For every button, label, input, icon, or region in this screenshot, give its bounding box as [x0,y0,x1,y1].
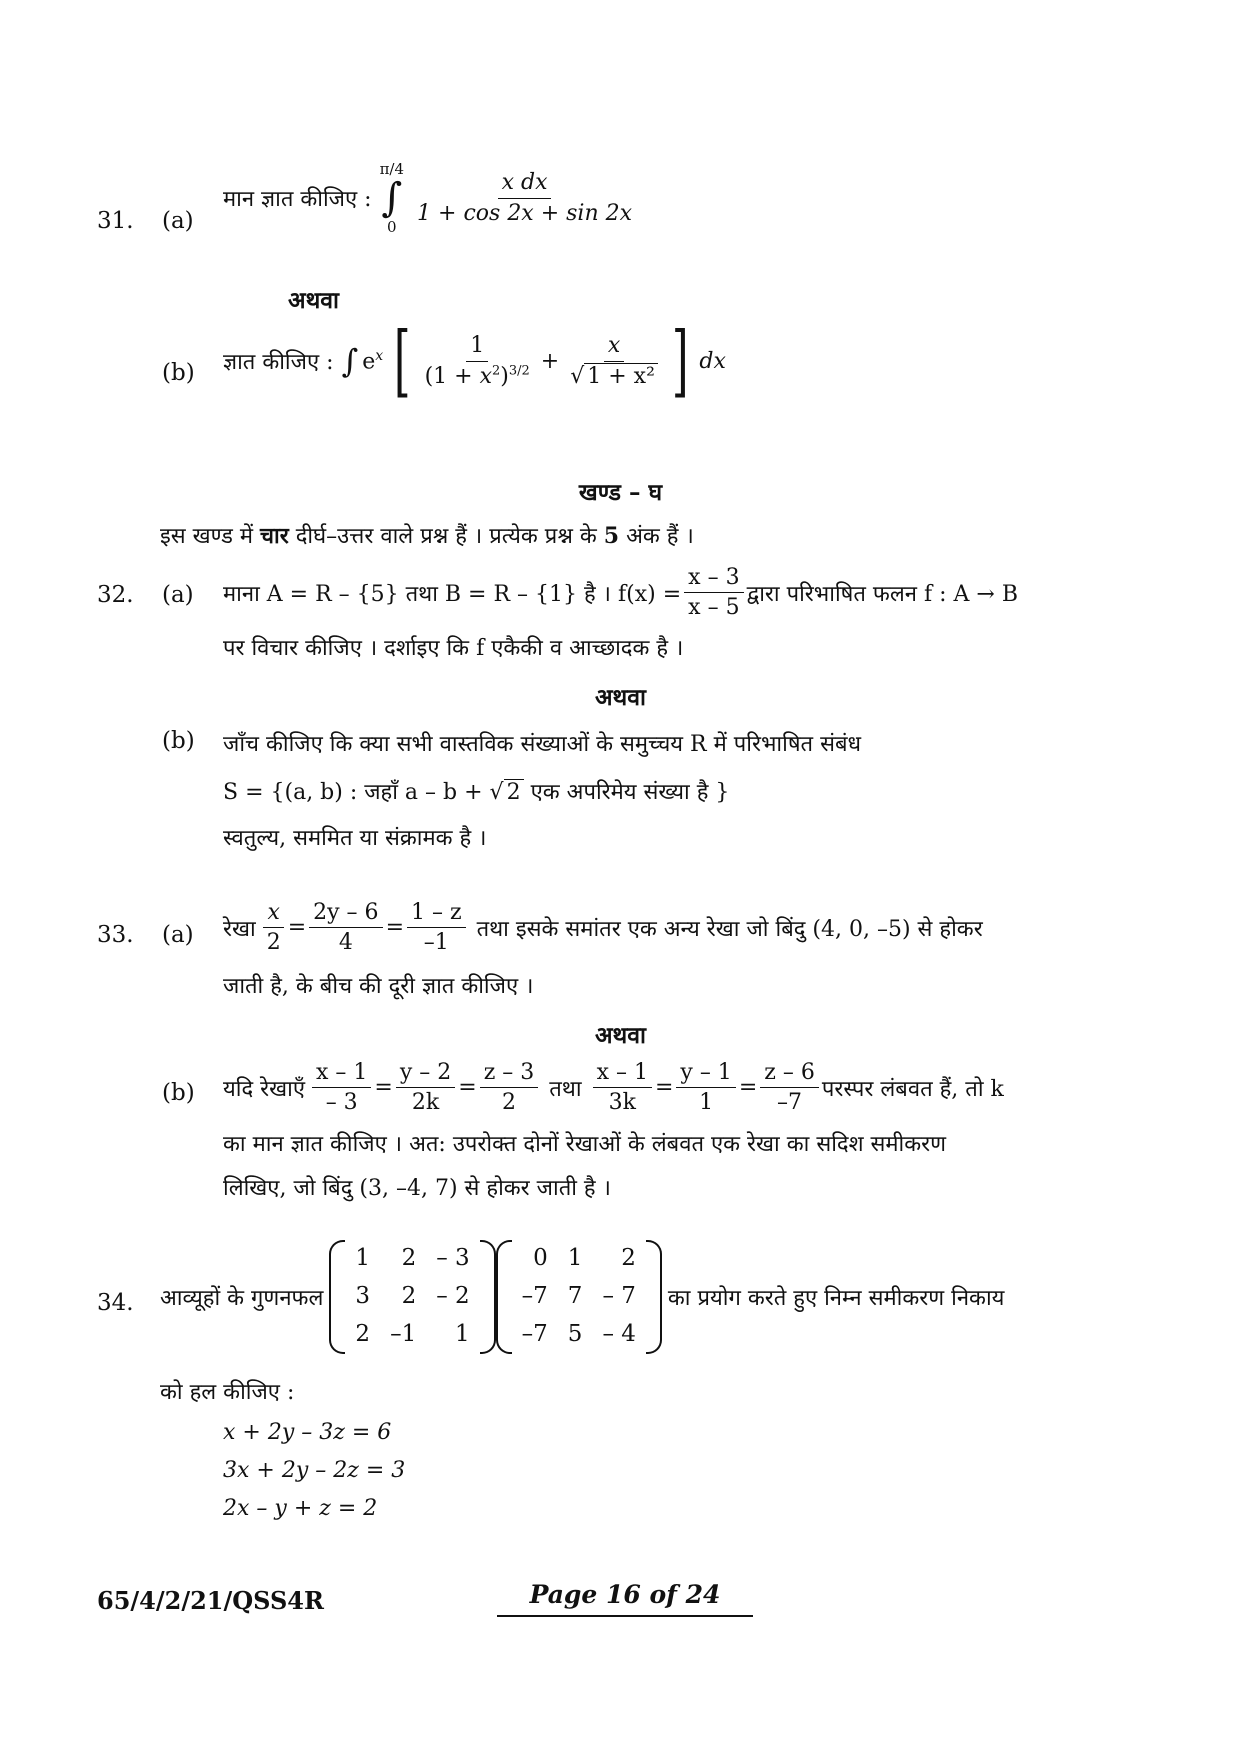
section-note: इस खण्ड में चार दीर्घ–उत्तर वाले प्रश्न हैं । प्रत्येक प्रश्न के 5 अंक हैं । [160,523,694,549]
question-31-number: 31. [97,208,134,234]
question-32-number: 32. [97,582,134,608]
q32-part-b-label: (b) [162,728,195,754]
matrix-2-cell: 0 [533,1245,548,1271]
q32-sqrt-value: 2 [504,779,524,805]
q34-matrix-2 [496,1240,662,1354]
q31-fraction [413,170,636,226]
section-note-count: चार [260,523,289,549]
matrix-2-cell: –7 [521,1282,548,1309]
matrix-1-cell: – 2 [436,1282,470,1309]
q31-b-f1-denominator: $(1 + x^2)^{3/2}$ [424,363,530,389]
integral-sign-icon: ∫ [341,342,359,380]
q31-a-text: मान ज्ञात कीजिए : [223,187,372,212]
q32-part-a-line1: माना A = R – {5} तथा B = R – {1} है । f(x) = $\frac{x - 3}{x - 5}$ द्वारा परिभाषित फलन f : A → B [223,565,1019,621]
q31-b-text: ज्ञात कीजिए : [223,350,334,375]
q33-part-a-line1: रेखा $\frac{x}{2}$ = $\frac{2y - 6}{4}$ = $\frac{1 - z}{-1}$ तथा इसके समांतर एक अन्य रेखा जो बिंदु (4, 0, –5) से होकर [223,900,983,956]
matrix-2-cell: – 7 [602,1282,636,1309]
q31-denominator: 1 + cos 2x + sin 2x [417,200,633,226]
integral-sign-icon: ∫ [381,175,403,221]
q31-b-fraction-1 [421,333,534,389]
question-33-number: 33. [97,922,134,948]
q33-part-a-label: (a) [162,922,194,948]
q33-part-b-line3: लिखिए, जो बिंदु (3, –4, 7) से होकर जाती है । [223,1176,611,1201]
matrix-1-cell: 2 [355,1320,371,1347]
q31-b-f1-numerator: 1 [466,333,488,361]
matrix-1-cell: –1 [390,1320,417,1347]
matrix-1-cell: 2 [401,1282,417,1309]
q34-line2: को हल कीजिए : [160,1380,295,1405]
q34-equation-3: 2x – y + z = 2 [223,1496,378,1521]
right-bracket-icon: ] [671,316,689,406]
q34-equation-2: 3x + 2y – 2z = 3 [223,1458,406,1483]
q34-line1: आव्यूहों के गुणनफल 1 2 – 3 3 2 – 2 2 –1 1 0 1 2 –7 7 – 7 –7 5 – 4 का प्रयोग करते हुए निम्न समीकरण निकाय [160,1240,1004,1354]
q32-or: अथवा [594,684,646,711]
q31-lower-limit: 0 [387,218,397,236]
paper-code: 65/4/2/21/QSS4R [97,1586,324,1615]
matrix-2-cell: – 4 [602,1320,636,1347]
q32-part-b-line1: जाँच कीजिए कि क्या सभी वास्तविक संख्याओं के समुच्चय R में परिभाषित संबंध [223,732,862,757]
q34-matrix-1 [329,1240,495,1354]
q31-part-a-label: (a) [162,208,194,234]
matrix-1-cell: 2 [401,1245,417,1271]
left-bracket-icon: [ [393,316,411,406]
page-number: Page 16 of 24 [497,1580,753,1617]
q32-fraction: $\frac{x - 3}{x - 5}$ [684,565,743,621]
q31-part-a [223,160,639,236]
q34-equation-1: x + 2y – 3z = 6 [223,1420,392,1445]
q31-b-exponent: x [375,347,384,364]
matrix-1-cell: 3 [355,1282,371,1309]
q33-part-b-label: (b) [162,1080,195,1106]
q32-part-b-line2: S = {(a, b) : जहाँ a – b + √ 2 एक अपरिमेय संख्या है } [223,780,730,805]
section-title: खण्ड – घ [578,479,663,506]
q31-upper-limit: π/4 [379,160,405,178]
q31-part-b: ज्ञात कीजिए : ∫ $e^x$ [ $\frac{1}{(1 + x^2)^{3/2}}$ + $\frac{x}{\text{√ 1 + x²}}$ ] dx [223,316,726,406]
q33-part-a-line2: जाती है, के बीच की दूरी ज्ञात कीजिए । [223,974,534,999]
q31-b-f2-numerator: x [604,333,624,361]
matrix-2-cell: 1 [567,1245,583,1271]
matrix-1-cell: 1 [455,1320,470,1347]
q31-part-b-label: (b) [162,360,195,386]
q31-numerator: x dx [498,170,552,198]
q31-b-dx: dx [699,348,726,374]
q31-integral [380,160,404,236]
q33-part-b-line2: का मान ज्ञात कीजिए । अत: उपरोक्त दोनों रेखाओं के लंबवत एक रेखा का सदिश समीकरण [223,1132,947,1157]
q33-part-b-line1: यदि रेखाएँ $\frac{x - 1}{- 3}$ = $\frac{y - 2}{2k}$ = $\frac{z - 3}{2}$ तथा $\frac{x - 1}{3k}$ = $\frac{y - 1}{1}$ = $\frac{z - 6}{-7}$ परस्पर लंबवत हैं, तो k [223,1060,1004,1116]
q33-or: अथवा [594,1022,646,1049]
q32-part-a-line2: पर विचार कीजिए । दर्शाइए कि f एकैकी व आच्छादक है । [223,636,684,661]
q32-part-b-line3: स्वतुल्य, सममित या संक्रामक है । [223,826,487,851]
question-34-number: 34. [97,1290,134,1316]
matrix-2-cell: 5 [567,1320,583,1347]
q32-part-a-label: (a) [162,582,194,608]
matrix-2-cell: 2 [621,1245,636,1271]
matrix-1-cell: 1 [355,1245,371,1271]
section-note-marks: 5 [603,523,620,549]
matrix-2-cell: –7 [521,1320,548,1347]
q31-or: अथवा [288,287,340,314]
matrix-2-cell: 7 [567,1282,583,1309]
matrix-1-cell: – 3 [436,1245,470,1271]
q31-b-fraction-2 [566,333,662,389]
q31-b-f2-denominator: √ 1 + x² [566,362,662,389]
